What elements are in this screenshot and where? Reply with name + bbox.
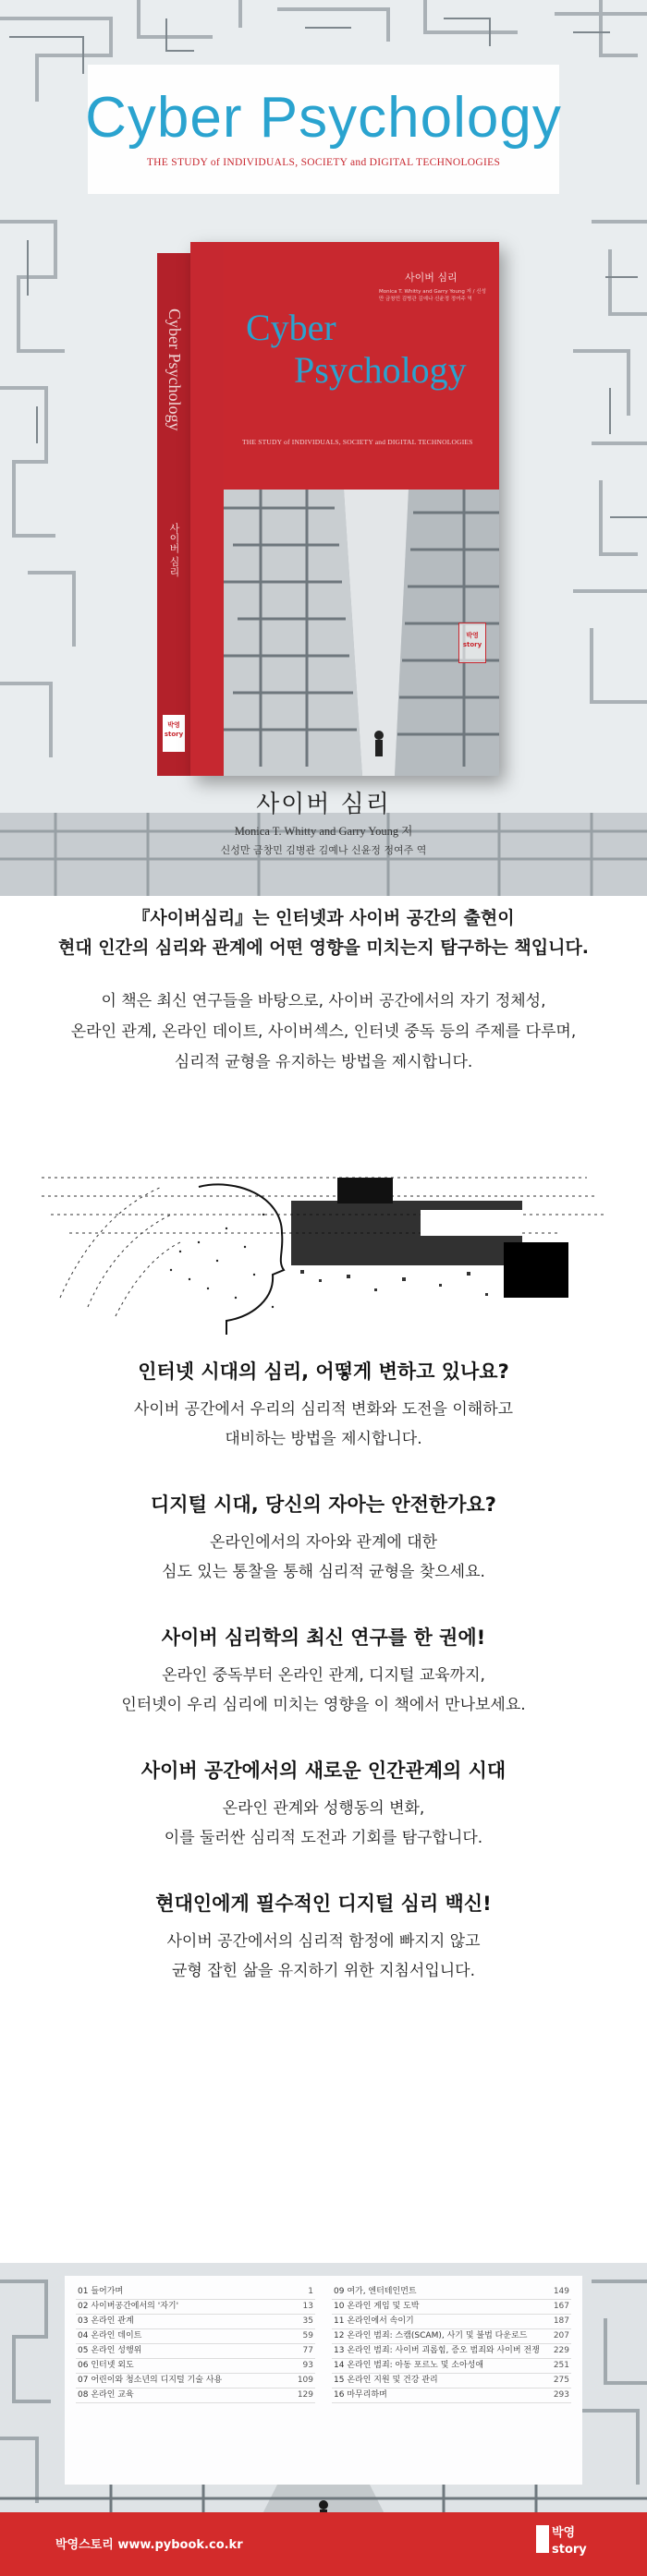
footer-bar bbox=[0, 2512, 647, 2576]
toc-entry: 08 온라인 교육 129 bbox=[76, 2389, 315, 2403]
cover-title-line1: Cyber bbox=[246, 307, 336, 348]
feature-block bbox=[0, 1757, 647, 1853]
intro-body bbox=[0, 986, 647, 1078]
feature-title: 디지털 시대, 당신의 자아는 안전한가요? bbox=[151, 1494, 496, 1516]
toc-entry: 15 온라인 지원 및 건강 관리 275 bbox=[332, 2374, 571, 2389]
intro-lead-line1: 『사이버심리』는 인터넷과 사이버 공간의 출현이 bbox=[132, 908, 515, 928]
toc-entry: 09 여가, 엔터테인먼트 149 bbox=[332, 2285, 571, 2300]
features-section bbox=[0, 1358, 647, 2023]
intro-body-line3: 심리적 균형을 유지하는 방법을 제시합니다. bbox=[174, 1053, 473, 1071]
intro-body-line1: 이 책은 최신 연구들을 바탕으로, 사이버 공간에서의 자기 정체성, bbox=[101, 992, 546, 1010]
feature-block bbox=[0, 1358, 647, 1454]
toc-panel bbox=[65, 2276, 582, 2485]
abstract-head-illustration bbox=[42, 1159, 610, 1335]
book-spine bbox=[157, 253, 190, 776]
intro-section bbox=[0, 903, 647, 1078]
toc-entry: 04 온라인 데이트 59 bbox=[76, 2329, 315, 2344]
toc-entry: 11 온라인에서 속이기 187 bbox=[332, 2315, 571, 2329]
toc-entry: 13 온라인 범죄: 사이버 괴롭힘, 증오 범죄와 사이버 전쟁 229 bbox=[332, 2344, 571, 2359]
feature-line2: 균형 잡힌 삶을 유지하기 위한 지침서입니다. bbox=[171, 1962, 476, 1980]
publisher-logo-line1: 박영 bbox=[552, 2526, 576, 2540]
feature-line2: 심도 있는 통찰을 통해 심리적 균형을 찾으세요. bbox=[162, 1563, 485, 1581]
spine-publisher-logo: 박영 story bbox=[163, 715, 185, 752]
intro-body-line2: 온라인 관계, 온라인 데이트, 사이버섹스, 인터넷 중독 등의 주제를 다루며, bbox=[70, 1022, 577, 1041]
book-title: 사이버 심리 bbox=[256, 791, 391, 818]
page-subtitle: THE STUDY of INDIVIDUALS, SOCIETY and DIGITAL TECHNOLOGIES bbox=[146, 157, 501, 168]
toc-left-column bbox=[76, 2285, 315, 2475]
cover-subtitle: THE STUDY of INDIVIDUALS, SOCIETY and DIGITAL TECHNOLOGIES bbox=[242, 438, 473, 446]
hero-section bbox=[0, 0, 647, 896]
book-cover-image bbox=[157, 242, 499, 776]
feature-title: 사이버 공간에서의 새로운 인간관계의 시대 bbox=[140, 1760, 507, 1782]
feature-block bbox=[0, 1890, 647, 1986]
feature-line1: 온라인에서의 자아와 관계에 대한 bbox=[209, 1533, 438, 1552]
feature-line1: 온라인 관계와 성행동의 변화, bbox=[222, 1799, 425, 1818]
cover-authors: Monica T. Whitty and Garry Young 저 / 신성만 금창민 김병관 김예나 신윤정 정여주 역 bbox=[379, 289, 486, 302]
toc-entry: 10 온라인 게임 및 도박 167 bbox=[332, 2300, 571, 2315]
feature-line1: 온라인 중독부터 온라인 관계, 디지털 교육까지, bbox=[162, 1666, 485, 1685]
publisher-logo-icon bbox=[536, 2525, 549, 2553]
feature-block bbox=[0, 1624, 647, 1720]
toc-entry: 12 온라인 범죄: 스캠(SCAM), 사기 및 불법 다운로드 207 bbox=[332, 2329, 571, 2344]
toc-entry: 01 들어가며 1 bbox=[76, 2285, 315, 2300]
book-front-cover bbox=[190, 242, 499, 776]
intro-lead bbox=[0, 903, 647, 962]
publisher-logo bbox=[536, 2525, 595, 2564]
toc-right-column bbox=[332, 2285, 571, 2475]
toc-entry: 16 마무리하며 293 bbox=[332, 2389, 571, 2403]
intro-lead-line2: 현대 인간의 심리와 관계에 어떤 영향을 미치는지 탐구하는 책입니다. bbox=[57, 937, 590, 958]
toc-entry: 02 사이버공간에서의 '자기' 13 bbox=[76, 2300, 315, 2315]
feature-line2: 인터넷이 우리 심리에 미치는 영향을 이 책에서 만나보세요. bbox=[121, 1696, 526, 1714]
cover-title bbox=[246, 307, 477, 392]
cover-korean-title: 사이버 심리 bbox=[405, 272, 458, 284]
feature-title: 인터넷 시대의 심리, 어떻게 변하고 있나요? bbox=[138, 1361, 509, 1383]
toc-entry: 07 어린이와 청소년의 디지털 기술 사용 109 bbox=[76, 2374, 315, 2389]
publisher-website[interactable]: 박영스토리 www.pybook.co.kr bbox=[55, 2538, 243, 2552]
toc-entry: 06 인터넷 외도 93 bbox=[76, 2359, 315, 2374]
spine-korean-title: 사이버 심리 bbox=[168, 523, 180, 577]
cover-title-line2: Psychology bbox=[294, 349, 467, 391]
book-authors: Monica T. Whitty and Garry Young 저 bbox=[234, 825, 413, 838]
feature-title: 사이버 심리학의 최신 연구를 한 권에! bbox=[161, 1627, 486, 1649]
book-translators: 신성만 금창민 김병관 김예나 신윤정 정여주 역 bbox=[220, 844, 427, 856]
feature-line1: 사이버 공간에서의 심리적 함정에 빠지지 않고 bbox=[166, 1932, 481, 1951]
page-title: Cyber Psychology bbox=[85, 86, 562, 150]
feature-line2: 이를 둘러싼 심리적 도전과 기회를 탐구합니다. bbox=[164, 1829, 483, 1847]
feature-line2: 대비하는 방법을 제시합니다. bbox=[225, 1430, 422, 1448]
toc-entry: 05 온라인 성행위 77 bbox=[76, 2344, 315, 2359]
feature-title: 현대인에게 필수적인 디지털 심리 백신! bbox=[155, 1893, 492, 1915]
feature-line1: 사이버 공간에서 우리의 심리적 변화와 도전을 이해하고 bbox=[133, 1400, 514, 1419]
spine-title: Cyber Psychology bbox=[165, 308, 184, 431]
cover-publisher-logo: 박영 story bbox=[458, 623, 486, 663]
publisher-logo-line2: story bbox=[552, 2543, 587, 2557]
toc-entry: 03 온라인 관계 35 bbox=[76, 2315, 315, 2329]
toc-entry: 14 온라인 범죄: 아동 포르노 및 소아성애 251 bbox=[332, 2359, 571, 2374]
feature-block bbox=[0, 1491, 647, 1587]
